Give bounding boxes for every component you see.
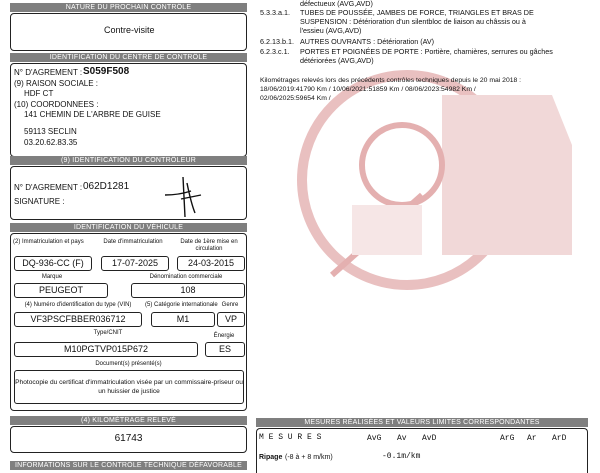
km-history-line3: 02/06/2025:59654 Km /	[260, 95, 331, 102]
signature-label: SIGNATURE :	[14, 197, 65, 206]
next-visit-box	[10, 13, 247, 51]
centre-address: 141 CHEMIN DE L'ARBRE DE GUISE	[24, 110, 161, 119]
immat-value: DQ-936-CC (F)	[14, 256, 92, 271]
defect1-line1: TUBES DE POUSSÉE, JAMBES DE FORCE, TRIANGLES ET BRAS DE	[300, 8, 534, 17]
next-visit-value: Contre-visite	[104, 25, 155, 35]
denom-label: Dénomination commerciale	[149, 274, 223, 280]
col-avd: AvD	[422, 434, 437, 443]
type-value: M10PGTVP015P672	[14, 342, 198, 357]
docs-value-line2: un huissier de justice	[98, 388, 160, 395]
defect1-line3: l'essieu (AVG,AVD)	[300, 26, 362, 35]
defect3-line2: détériorées (AVG,AVD)	[300, 56, 374, 65]
immat-label: (2) Immatriculation et pays	[13, 239, 84, 245]
genre-value: VP	[217, 312, 245, 327]
ripage-value: -0.1m/km	[382, 452, 421, 461]
energie-value: ES	[205, 342, 245, 357]
marque-value: PEUGEOT	[14, 283, 108, 298]
km-value: 61743	[114, 433, 143, 444]
docs-value-line1: Photocopie du certificat d'immatriculation visée par un commissaire-priseur ou	[15, 379, 243, 386]
controleur-agrement-label: N° D'AGREMENT :	[14, 183, 83, 192]
centre-phone: 03.20.62.83.35	[24, 138, 78, 147]
raison-label: (9) RAISON SOCIALE :	[14, 79, 99, 88]
defect1-line2: SUSPENSION : Détérioration d'un silentbloc de liaison au châssis ou à	[300, 17, 526, 26]
date-circ-label: Date de 1ère mise en circulation	[180, 239, 238, 252]
denom-value: 108	[131, 283, 245, 298]
defect1-code: 5.3.3.a.1.	[260, 8, 290, 17]
centre-agrement-label: N° D'AGREMENT :	[14, 68, 83, 77]
date-immat-label: Date d'immatriculation	[103, 239, 163, 245]
defect3-line1: PORTES ET POIGNÉES DE PORTE : Portière, charnières, serrures ou gâches	[300, 47, 553, 56]
col-ard: ArD	[552, 434, 567, 443]
signature-image	[161, 173, 211, 219]
energie-label: Énergie	[213, 333, 235, 339]
km-history-line1: Kilométrages relevés lors des précédents contrôles techniques depuis le 20 mai 2018 :	[260, 77, 522, 84]
coord-label: (10) COORDONNEES :	[14, 100, 99, 109]
ripage-range: (-8 à + 8 m/km)	[285, 454, 333, 461]
info-header: INFORMATIONS SUR LE CONTRÔLE TECHNIQUE DÉFAVORABLE	[10, 461, 247, 470]
next-visit-header: NATURE DU PROCHAIN CONTRÔLE	[10, 3, 247, 12]
centre-agrement-value: S059F508	[83, 66, 130, 77]
km-header: (4) KILOMÉTRAGE RELEVÉ	[10, 416, 247, 425]
marque-label: Marque	[41, 274, 63, 280]
defect2-code: 6.2.13.b.1.	[260, 37, 294, 46]
col-av: Av	[397, 434, 407, 443]
docs-label: Document(s) présenté(s)	[95, 361, 162, 367]
mesures-title: M E S U R E S	[259, 433, 322, 442]
ripage-label: Ripage	[259, 454, 283, 461]
vehicule-box	[10, 233, 247, 411]
docs-value-box	[14, 370, 244, 404]
date-immat-value: 17-07-2025	[101, 256, 169, 271]
controleur-agrement-value: 062D1281	[83, 181, 130, 192]
genre-label: Genre	[221, 302, 239, 308]
mesures-header: MESURES RÉALISÉES ET VALEURS LIMITES CORRESPONDANTES	[256, 418, 588, 427]
controleur-box	[10, 166, 247, 220]
cat-label: (5) Catégorie internationale	[145, 302, 218, 308]
cat-value: M1	[151, 312, 215, 327]
defect2-line1: AUTRES OUVRANTS : Détérioration (AV)	[300, 37, 435, 46]
centre-header: IDENTIFICATION DU CENTRE DE CONTRÔLE	[10, 53, 247, 62]
centre-city: 59113 SECLIN	[24, 127, 77, 136]
controleur-header: (9) IDENTIFICATION DU CONTRÔLEUR	[10, 156, 247, 165]
defect-line0: défectueux (AVG,AVD)	[300, 0, 373, 8]
type-label: Type/CNIT	[93, 330, 123, 336]
centre-box	[10, 63, 247, 157]
vehicule-header: IDENTIFICATION DU VÉHICULE	[10, 223, 247, 232]
vin-value: VF3PSCFBBER036712	[14, 312, 142, 327]
mesures-box	[256, 428, 588, 473]
col-arg: ArG	[500, 434, 515, 443]
date-circ-value: 24-03-2015	[177, 256, 245, 271]
defect3-code: 6.2.3.c.1.	[260, 47, 290, 56]
col-avg: AvG	[367, 434, 382, 443]
raison-value: HDF CT	[24, 89, 54, 98]
km-history-line2: 18/06/2019:41790 Km / 10/06/2021:51859 Km / 08/06/2023:54982 Km /	[260, 86, 476, 93]
km-box	[10, 426, 247, 453]
col-ar: Ar	[527, 434, 537, 443]
vin-label: (4) Numéro d'identification du type (VIN)	[24, 302, 132, 308]
